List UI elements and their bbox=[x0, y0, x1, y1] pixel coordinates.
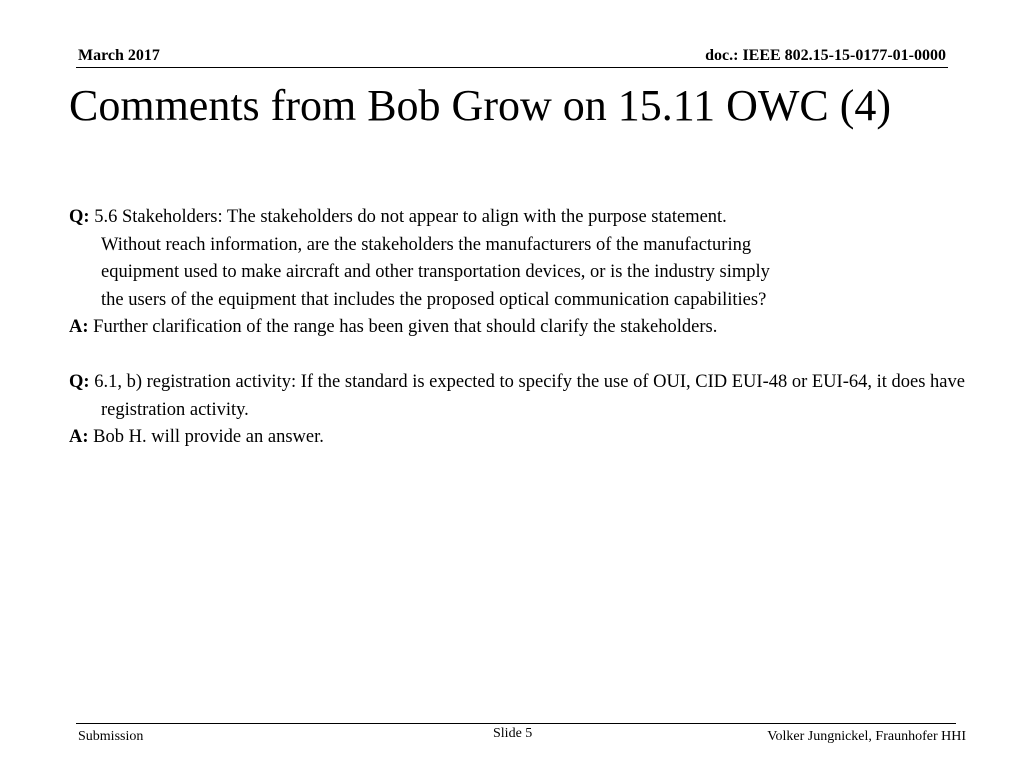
footer-author: Volker Jungnickel, Fraunhofer HHI bbox=[767, 729, 966, 744]
header-date: March 2017 bbox=[78, 47, 160, 64]
question-2-label: Q: bbox=[69, 372, 90, 392]
question-1-text: 5.6 Stakeholders: The stakeholders do not appear to align with the purpose statement. Without reach information, are the stakeholders the manufacturers of the manufacturing equipment used to make aircraft and other transportation devices, or is the industry simply the users of the equipment that includes the proposed optical communication capabilities? bbox=[94, 207, 770, 310]
answer-1-label: A: bbox=[69, 317, 89, 337]
question-2 bbox=[69, 369, 974, 424]
question-2-text: 6.1, b) registration activity: If the standard is expected to specify the use of OUI, CID EUI-48 or EUI-64, it does have registration activity. bbox=[94, 372, 965, 420]
answer-2-label: A: bbox=[69, 427, 89, 447]
slide-title: Comments from Bob Grow on 15.11 OWC (4) bbox=[69, 81, 892, 130]
footer-submission: Submission bbox=[78, 729, 144, 744]
question-1-label: Q: bbox=[69, 207, 90, 227]
answer-2 bbox=[69, 424, 974, 452]
header-document-id: doc.: IEEE 802.15-15-0177-01-0000 bbox=[705, 47, 946, 64]
header-divider bbox=[76, 67, 948, 68]
spacer bbox=[69, 342, 974, 370]
slide-number: Slide 5 bbox=[493, 726, 533, 741]
answer-2-text: Bob H. will provide an answer. bbox=[93, 427, 324, 447]
answer-1 bbox=[69, 314, 974, 342]
slide-body bbox=[69, 204, 974, 452]
answer-1-text: Further clarification of the range has been given that should clarify the stakeholders. bbox=[93, 317, 718, 337]
question-1 bbox=[69, 204, 974, 314]
footer-divider bbox=[76, 723, 956, 724]
